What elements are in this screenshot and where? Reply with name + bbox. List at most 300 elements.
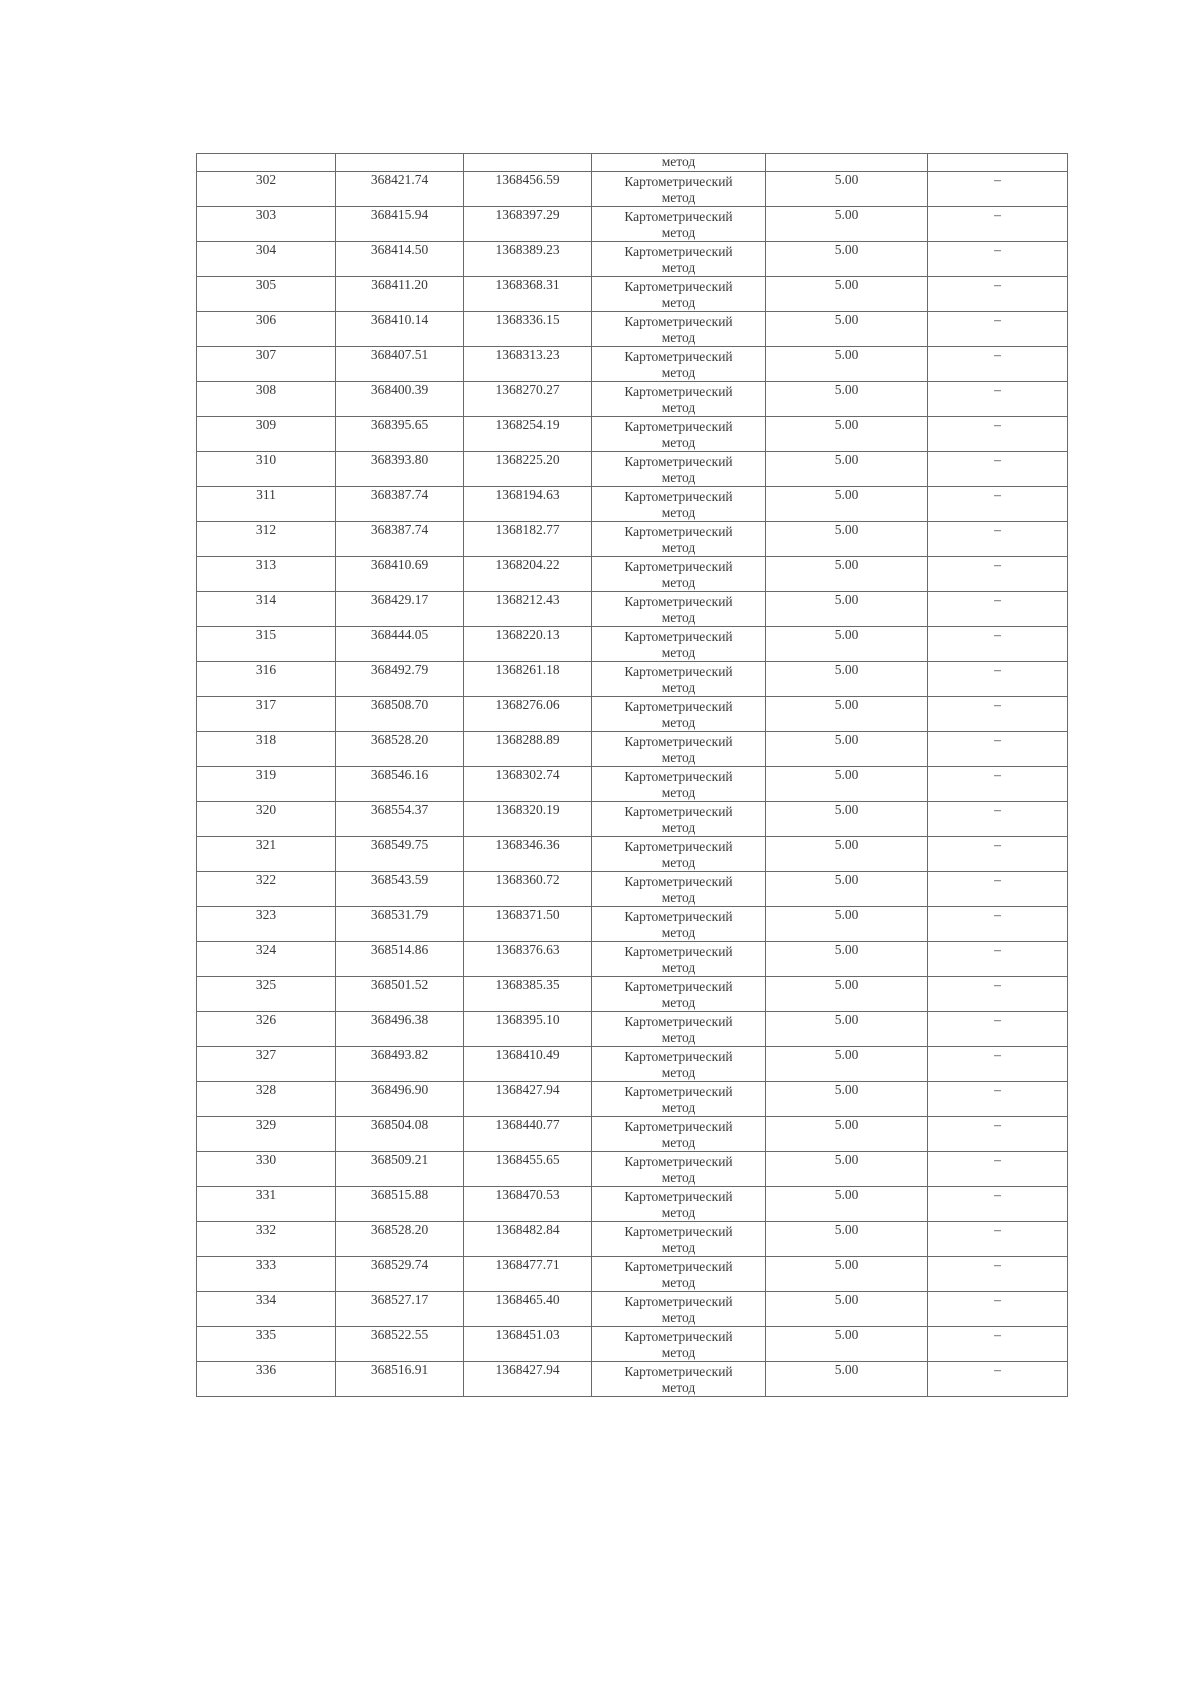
table-row xyxy=(197,347,1068,382)
cell-note: – xyxy=(928,312,1068,347)
cell-y: 1368456.59 xyxy=(464,172,592,207)
cell-error: 5.00 xyxy=(766,837,928,872)
method-line-2: метод xyxy=(661,400,696,415)
cell-point-number: 314 xyxy=(197,592,336,627)
cell-y: 1368261.18 xyxy=(464,662,592,697)
cell-error: 5.00 xyxy=(766,592,928,627)
cell-x: 368549.75 xyxy=(336,837,464,872)
cell-error: 5.00 xyxy=(766,1327,928,1362)
cell-note: – xyxy=(928,1222,1068,1257)
continuation-row xyxy=(197,154,1068,172)
table-row xyxy=(197,312,1068,347)
cell-x: 368527.17 xyxy=(336,1292,464,1327)
table-row xyxy=(197,942,1068,977)
method-line-1: Картометрический xyxy=(624,979,733,994)
method-line-1: Картометрический xyxy=(624,839,733,854)
table-row xyxy=(197,207,1068,242)
cell-x: 368496.90 xyxy=(336,1082,464,1117)
table-row xyxy=(197,1082,1068,1117)
method-line-2: метод xyxy=(661,1030,696,1045)
cell-point-number: 332 xyxy=(197,1222,336,1257)
cell-y: 1368276.06 xyxy=(464,697,592,732)
cell-y: 1368385.35 xyxy=(464,977,592,1012)
cell-y: 1368389.23 xyxy=(464,242,592,277)
method-line-1: Картометрический xyxy=(624,209,733,224)
method-line-1: Картометрический xyxy=(624,699,733,714)
method-line-1: Картометрический xyxy=(624,734,733,749)
cell-error: 5.00 xyxy=(766,1362,928,1397)
cell-error: 5.00 xyxy=(766,1082,928,1117)
table-row xyxy=(197,1187,1068,1222)
cell-y: 1368465.40 xyxy=(464,1292,592,1327)
cell-method xyxy=(592,207,766,242)
cell-note: – xyxy=(928,627,1068,662)
cell-note: – xyxy=(928,347,1068,382)
cell-method xyxy=(592,767,766,802)
cell-y: 1368313.23 xyxy=(464,347,592,382)
cell-error: 5.00 xyxy=(766,452,928,487)
cell-method xyxy=(592,1082,766,1117)
method-line-1: Картометрический xyxy=(624,1364,733,1379)
table-row xyxy=(197,592,1068,627)
cell-error: 5.00 xyxy=(766,1222,928,1257)
cell-x: 368407.51 xyxy=(336,347,464,382)
cell-point-number: 306 xyxy=(197,312,336,347)
cell-method xyxy=(592,347,766,382)
cell-note: – xyxy=(928,277,1068,312)
cell-point-number: 303 xyxy=(197,207,336,242)
cell-x: 368516.91 xyxy=(336,1362,464,1397)
cell-method xyxy=(592,627,766,662)
method-line-1: Картометрический xyxy=(624,384,733,399)
table-row xyxy=(197,697,1068,732)
cell-point-number: 325 xyxy=(197,977,336,1012)
method-line-1: Картометрический xyxy=(624,1259,733,1274)
method-line-2: метод xyxy=(661,1275,696,1290)
method-line-2: метод xyxy=(661,295,696,310)
method-line-1: Картометрический xyxy=(624,1154,733,1169)
cell-note: – xyxy=(928,1327,1068,1362)
table-row xyxy=(197,1362,1068,1397)
cell-y: 1368455.65 xyxy=(464,1152,592,1187)
method-line-2: метод xyxy=(661,1100,696,1115)
cell-note: – xyxy=(928,1292,1068,1327)
cell-method xyxy=(592,452,766,487)
method-line-1: Картометрический xyxy=(624,664,733,679)
cell-point-number: 313 xyxy=(197,557,336,592)
cell-point-number: 305 xyxy=(197,277,336,312)
cell-method xyxy=(592,732,766,767)
method-line-1: Картометрический xyxy=(624,1224,733,1239)
table-row xyxy=(197,242,1068,277)
cell-y: 1368336.15 xyxy=(464,312,592,347)
method-line-2: метод xyxy=(661,855,696,870)
table-row xyxy=(197,417,1068,452)
cell-method xyxy=(592,1292,766,1327)
cell-y: 1368194.63 xyxy=(464,487,592,522)
method-line-2: метод xyxy=(661,1170,696,1185)
cell-x: 368410.14 xyxy=(336,312,464,347)
cell-method xyxy=(592,487,766,522)
cell-x: 368421.74 xyxy=(336,172,464,207)
cell-point-number: 315 xyxy=(197,627,336,662)
cell-x: 368509.21 xyxy=(336,1152,464,1187)
cell-method xyxy=(592,1257,766,1292)
cell-note: – xyxy=(928,837,1068,872)
cell-y: 1368482.84 xyxy=(464,1222,592,1257)
cell-y: 1368254.19 xyxy=(464,417,592,452)
cell-error: 5.00 xyxy=(766,1012,928,1047)
cell-note: – xyxy=(928,697,1068,732)
cell-point-number: 311 xyxy=(197,487,336,522)
cell-error: 5.00 xyxy=(766,1187,928,1222)
cell-method xyxy=(592,1047,766,1082)
table-row xyxy=(197,1257,1068,1292)
method-line-1: Картометрический xyxy=(624,769,733,784)
method-line-2: метод xyxy=(661,470,696,485)
coordinates-table-body xyxy=(197,154,1068,1397)
method-line-1: Картометрический xyxy=(624,874,733,889)
cell-point-number: 321 xyxy=(197,837,336,872)
cell-note: – xyxy=(928,942,1068,977)
table-row xyxy=(197,557,1068,592)
cell-note: – xyxy=(928,907,1068,942)
method-line-1: Картометрический xyxy=(624,454,733,469)
cell-y: 1368368.31 xyxy=(464,277,592,312)
cell-error: 5.00 xyxy=(766,732,928,767)
cell-x: 368528.20 xyxy=(336,732,464,767)
cell-note: – xyxy=(928,977,1068,1012)
cell-error: 5.00 xyxy=(766,1117,928,1152)
cell-error: 5.00 xyxy=(766,172,928,207)
method-line-2: метод xyxy=(661,505,696,520)
cell-point-number: 333 xyxy=(197,1257,336,1292)
cell-point-number: 336 xyxy=(197,1362,336,1397)
cell-x: 368496.38 xyxy=(336,1012,464,1047)
table-row xyxy=(197,277,1068,312)
method-line-1: Картометрический xyxy=(624,279,733,294)
coordinates-table xyxy=(196,153,1068,1397)
cell-x: 368554.37 xyxy=(336,802,464,837)
method-line-1: Картометрический xyxy=(624,244,733,259)
cell-x: 368528.20 xyxy=(336,1222,464,1257)
cell-x: 368514.86 xyxy=(336,942,464,977)
cell-y: 1368410.49 xyxy=(464,1047,592,1082)
cell-x: 368410.69 xyxy=(336,557,464,592)
method-line-2: метод xyxy=(661,785,696,800)
table-row xyxy=(197,487,1068,522)
cell-method xyxy=(592,802,766,837)
cell-point-number: 331 xyxy=(197,1187,336,1222)
table-row xyxy=(197,522,1068,557)
cell-point-number: 328 xyxy=(197,1082,336,1117)
cell-note: – xyxy=(928,557,1068,592)
cell-method xyxy=(592,1187,766,1222)
cell-y: 1368220.13 xyxy=(464,627,592,662)
cell-y: 1368360.72 xyxy=(464,872,592,907)
cell-note: – xyxy=(928,802,1068,837)
cell-note: – xyxy=(928,1047,1068,1082)
cell-x: 368522.55 xyxy=(336,1327,464,1362)
cell-point-number: 326 xyxy=(197,1012,336,1047)
cell-note: – xyxy=(928,1362,1068,1397)
cell-point-number: 329 xyxy=(197,1117,336,1152)
method-line-2: метод xyxy=(661,750,696,765)
cell-method xyxy=(592,1012,766,1047)
method-line-2: метод xyxy=(661,820,696,835)
cell-y: 1368225.20 xyxy=(464,452,592,487)
cell-point-number: 308 xyxy=(197,382,336,417)
method-line-2: метод xyxy=(661,190,696,205)
method-line-1: Картометрический xyxy=(624,1294,733,1309)
cell-note: – xyxy=(928,417,1068,452)
method-line-1: Картометрический xyxy=(624,1014,733,1029)
cell-point-number: 323 xyxy=(197,907,336,942)
cell-method xyxy=(592,1152,766,1187)
cell-note: – xyxy=(928,172,1068,207)
cell-x: 368504.08 xyxy=(336,1117,464,1152)
cell-point-number: 327 xyxy=(197,1047,336,1082)
cell-point-number: 309 xyxy=(197,417,336,452)
method-line-1: Картометрический xyxy=(624,1189,733,1204)
method-line-2: метод xyxy=(661,225,696,240)
cell-y: 1368477.71 xyxy=(464,1257,592,1292)
cell-error: 5.00 xyxy=(766,1257,928,1292)
cell-note: – xyxy=(928,522,1068,557)
cell-error: 5.00 xyxy=(766,277,928,312)
table-row xyxy=(197,837,1068,872)
cell-x: 368531.79 xyxy=(336,907,464,942)
method-line-2: метод xyxy=(661,1380,696,1395)
cell-point-number: 335 xyxy=(197,1327,336,1362)
cell-y: 1368397.29 xyxy=(464,207,592,242)
cell-x: 368415.94 xyxy=(336,207,464,242)
method-line-2: метод xyxy=(661,1135,696,1150)
cell-method: метод xyxy=(592,154,766,172)
cell-note: – xyxy=(928,1012,1068,1047)
method-line-2: метод xyxy=(661,890,696,905)
cell-method xyxy=(592,872,766,907)
cell-y: 1368376.63 xyxy=(464,942,592,977)
method-line-1: Картометрический xyxy=(624,594,733,609)
cell-x: 368387.74 xyxy=(336,522,464,557)
cell-y: 1368302.74 xyxy=(464,767,592,802)
cell-y: 1368320.19 xyxy=(464,802,592,837)
method-line-1: Картометрический xyxy=(624,314,733,329)
cell-method xyxy=(592,1222,766,1257)
method-line-2: метод xyxy=(661,995,696,1010)
method-line-1: Картометрический xyxy=(624,1329,733,1344)
method-line-2: метод xyxy=(661,960,696,975)
method-line-1: Картометрический xyxy=(624,909,733,924)
table-row xyxy=(197,732,1068,767)
table-row xyxy=(197,1047,1068,1082)
cell-note: – xyxy=(928,767,1068,802)
cell-point-number: 318 xyxy=(197,732,336,767)
method-line-2: метод xyxy=(661,715,696,730)
cell-y: 1368212.43 xyxy=(464,592,592,627)
cell-point-number: 319 xyxy=(197,767,336,802)
cell-y: 1368371.50 xyxy=(464,907,592,942)
method-line-2: метод xyxy=(661,610,696,625)
cell-error: 5.00 xyxy=(766,1152,928,1187)
cell-point-number: 322 xyxy=(197,872,336,907)
table-row xyxy=(197,1117,1068,1152)
cell-note xyxy=(928,154,1068,172)
method-line-2: метод xyxy=(661,680,696,695)
cell-point-number: 324 xyxy=(197,942,336,977)
cell-point-number xyxy=(197,154,336,172)
method-line-2: метод xyxy=(661,1345,696,1360)
table-row xyxy=(197,1222,1068,1257)
cell-method xyxy=(592,277,766,312)
cell-error: 5.00 xyxy=(766,242,928,277)
cell-note: – xyxy=(928,1082,1068,1117)
cell-point-number: 310 xyxy=(197,452,336,487)
cell-error: 5.00 xyxy=(766,207,928,242)
cell-error: 5.00 xyxy=(766,802,928,837)
cell-y: 1368204.22 xyxy=(464,557,592,592)
cell-x: 368515.88 xyxy=(336,1187,464,1222)
cell-note: – xyxy=(928,872,1068,907)
cell-error: 5.00 xyxy=(766,382,928,417)
table-row xyxy=(197,1292,1068,1327)
cell-y: 1368451.03 xyxy=(464,1327,592,1362)
cell-y: 1368440.77 xyxy=(464,1117,592,1152)
cell-note: – xyxy=(928,662,1068,697)
cell-method xyxy=(592,907,766,942)
cell-x: 368501.52 xyxy=(336,977,464,1012)
cell-method xyxy=(592,662,766,697)
table-row xyxy=(197,802,1068,837)
method-line-1: Картометрический xyxy=(624,559,733,574)
table-row xyxy=(197,977,1068,1012)
cell-x: 368543.59 xyxy=(336,872,464,907)
cell-y: 1368270.27 xyxy=(464,382,592,417)
method-line-2: метод xyxy=(661,260,696,275)
table-row xyxy=(197,452,1068,487)
table-row xyxy=(197,872,1068,907)
cell-method xyxy=(592,1117,766,1152)
cell-note: – xyxy=(928,487,1068,522)
cell-x xyxy=(336,154,464,172)
cell-note: – xyxy=(928,452,1068,487)
cell-point-number: 330 xyxy=(197,1152,336,1187)
method-line-1: Картометрический xyxy=(624,1119,733,1134)
cell-point-number: 317 xyxy=(197,697,336,732)
cell-error: 5.00 xyxy=(766,522,928,557)
cell-method xyxy=(592,697,766,732)
method-line-1: Картометрический xyxy=(624,524,733,539)
cell-note: – xyxy=(928,242,1068,277)
cell-error: 5.00 xyxy=(766,767,928,802)
cell-method xyxy=(592,417,766,452)
method-line-1: Картометрический xyxy=(624,804,733,819)
cell-note: – xyxy=(928,592,1068,627)
cell-x: 368400.39 xyxy=(336,382,464,417)
method-line-1: Картометрический xyxy=(624,1049,733,1064)
cell-point-number: 334 xyxy=(197,1292,336,1327)
cell-x: 368393.80 xyxy=(336,452,464,487)
cell-error: 5.00 xyxy=(766,627,928,662)
cell-error: 5.00 xyxy=(766,1047,928,1082)
cell-point-number: 316 xyxy=(197,662,336,697)
cell-note: – xyxy=(928,382,1068,417)
cell-method xyxy=(592,1327,766,1362)
cell-x: 368414.50 xyxy=(336,242,464,277)
cell-y: 1368470.53 xyxy=(464,1187,592,1222)
method-line-2: метод xyxy=(661,925,696,940)
cell-point-number: 312 xyxy=(197,522,336,557)
cell-method xyxy=(592,382,766,417)
cell-error: 5.00 xyxy=(766,557,928,592)
cell-x: 368508.70 xyxy=(336,697,464,732)
cell-y: 1368427.94 xyxy=(464,1362,592,1397)
cell-x: 368429.17 xyxy=(336,592,464,627)
cell-error: 5.00 xyxy=(766,942,928,977)
cell-x: 368529.74 xyxy=(336,1257,464,1292)
cell-y: 1368395.10 xyxy=(464,1012,592,1047)
method-line-2: метод xyxy=(661,365,696,380)
method-line-1: Картометрический xyxy=(624,489,733,504)
cell-note: – xyxy=(928,1117,1068,1152)
cell-error: 5.00 xyxy=(766,907,928,942)
method-line-2: метод xyxy=(661,1240,696,1255)
cell-error: 5.00 xyxy=(766,417,928,452)
method-line-2: метод xyxy=(661,645,696,660)
cell-note: – xyxy=(928,732,1068,767)
cell-method xyxy=(592,172,766,207)
cell-y: 1368427.94 xyxy=(464,1082,592,1117)
cell-method xyxy=(592,942,766,977)
cell-error: 5.00 xyxy=(766,1292,928,1327)
cell-method xyxy=(592,592,766,627)
cell-y: 1368288.89 xyxy=(464,732,592,767)
method-line-2: метод xyxy=(661,435,696,450)
cell-method xyxy=(592,522,766,557)
cell-error xyxy=(766,154,928,172)
cell-x: 368493.82 xyxy=(336,1047,464,1082)
cell-x: 368444.05 xyxy=(336,627,464,662)
cell-x: 368387.74 xyxy=(336,487,464,522)
cell-error: 5.00 xyxy=(766,312,928,347)
cell-y xyxy=(464,154,592,172)
cell-method xyxy=(592,1362,766,1397)
table-row xyxy=(197,627,1068,662)
method-line-2: метод xyxy=(661,1065,696,1080)
table-row xyxy=(197,767,1068,802)
cell-error: 5.00 xyxy=(766,977,928,1012)
cell-x: 368492.79 xyxy=(336,662,464,697)
table-row xyxy=(197,1327,1068,1362)
cell-y: 1368346.36 xyxy=(464,837,592,872)
table-row xyxy=(197,382,1068,417)
method-line-1: Картометрический xyxy=(624,349,733,364)
method-line-2: метод xyxy=(661,575,696,590)
cell-error: 5.00 xyxy=(766,697,928,732)
cell-point-number: 320 xyxy=(197,802,336,837)
cell-x: 368546.16 xyxy=(336,767,464,802)
cell-x: 368395.65 xyxy=(336,417,464,452)
cell-note: – xyxy=(928,207,1068,242)
method-line-1: Картометрический xyxy=(624,629,733,644)
method-line-2: метод xyxy=(661,1205,696,1220)
table-row xyxy=(197,1012,1068,1047)
method-line-1: Картометрический xyxy=(624,944,733,959)
cell-point-number: 304 xyxy=(197,242,336,277)
method-line-2: метод xyxy=(661,330,696,345)
cell-error: 5.00 xyxy=(766,347,928,382)
